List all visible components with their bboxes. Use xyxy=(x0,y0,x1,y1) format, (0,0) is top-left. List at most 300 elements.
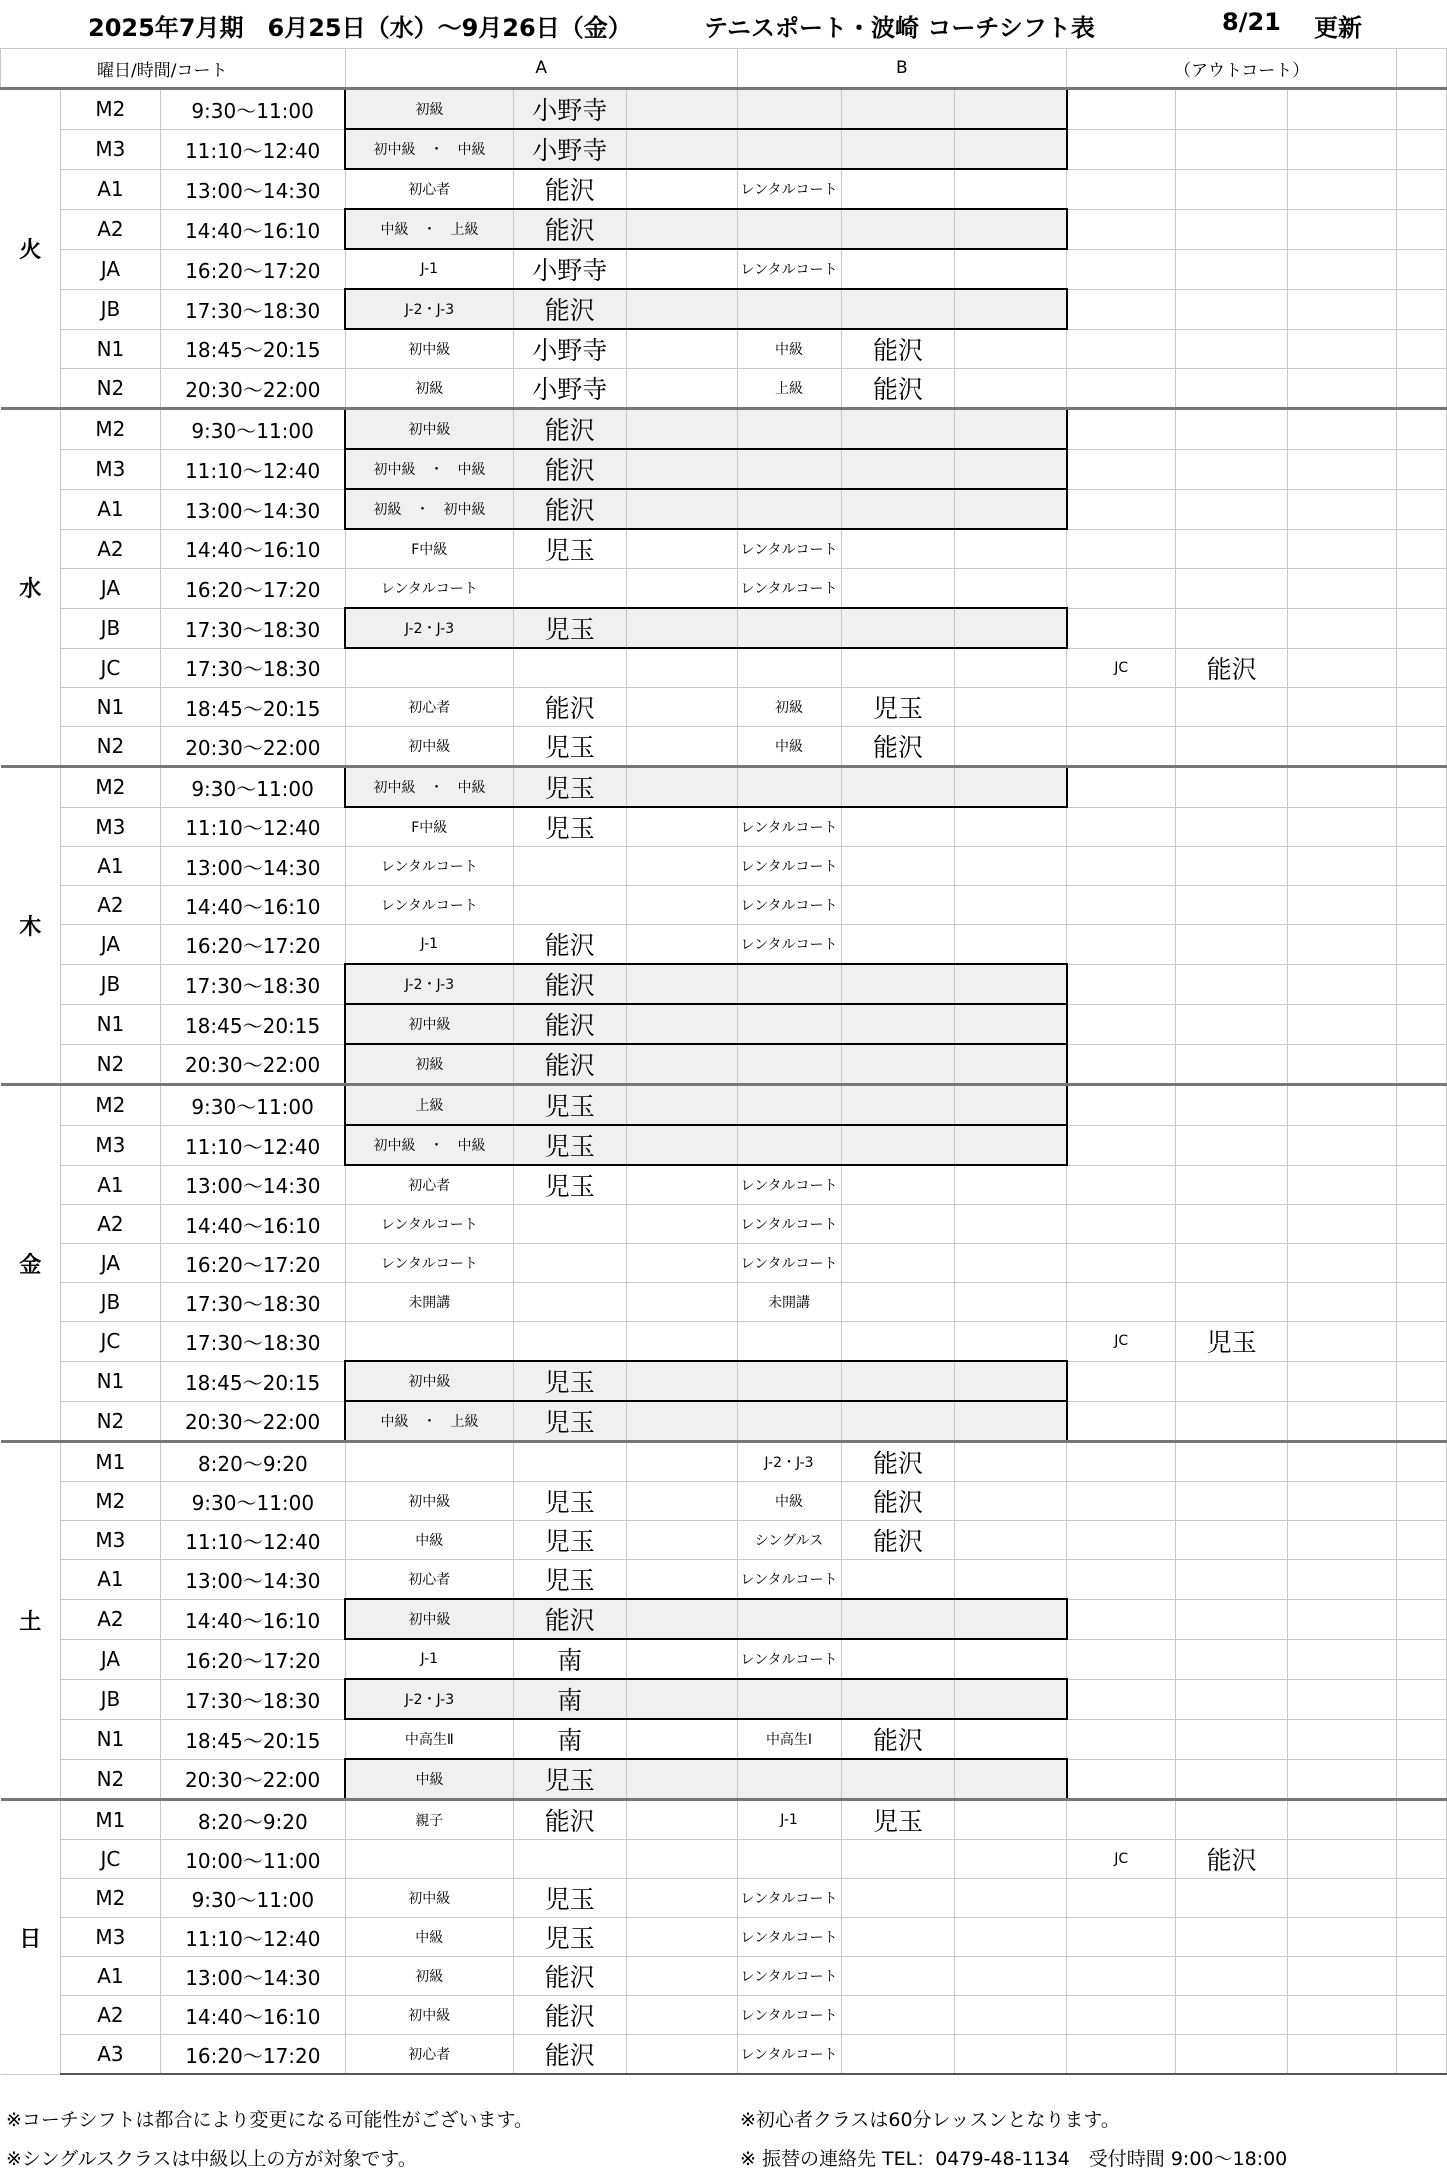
outcourt-spare xyxy=(1288,1004,1397,1044)
schedule-row xyxy=(1,209,1447,249)
court-a-class: 初級 xyxy=(345,1957,513,1996)
court-b-spare xyxy=(955,1205,1067,1244)
schedule-row xyxy=(1,1482,1447,1521)
court-a-coach: 児玉 xyxy=(513,1165,626,1205)
court-a-coach: 能沢 xyxy=(513,688,626,727)
note-singles: ※シングルスクラスは中級以上の方が対象です。 xyxy=(6,2148,417,2170)
court-b-class: レンタルコート xyxy=(737,1244,841,1283)
schedule-row xyxy=(1,1759,1447,1800)
outcourt-coach xyxy=(1176,529,1288,569)
lesson-code: JA xyxy=(60,1244,160,1283)
court-a-class: 中高生Ⅱ xyxy=(345,1719,513,1759)
lesson-time: 14:40～16:10 xyxy=(160,529,345,569)
center-title: テニスポート・波崎 コーチシフト表 xyxy=(704,14,1095,42)
lesson-code: M3 xyxy=(60,1125,160,1165)
court-a-class: J-1 xyxy=(345,1639,513,1679)
court-b-coach: 能沢 xyxy=(841,1482,955,1521)
court-b-spare xyxy=(955,209,1067,249)
column-header-row xyxy=(1,49,1447,89)
outcourt-coach xyxy=(1176,1205,1288,1244)
court-b-class: レンタルコート xyxy=(737,529,841,569)
court-b-spare xyxy=(955,1322,1067,1362)
column-header-label: 曜日/時間/コート xyxy=(1,49,346,89)
outcourt-coach xyxy=(1176,249,1288,289)
lesson-time: 13:00～14:30 xyxy=(160,169,345,209)
outcourt-coach xyxy=(1176,409,1288,450)
court-b-spare xyxy=(955,1401,1067,1442)
court-a-spare xyxy=(626,249,737,289)
outcourt-coach xyxy=(1176,2035,1288,2075)
outcourt-class xyxy=(1067,1521,1176,1560)
schedule-row xyxy=(1,1639,1447,1679)
court-b-coach: 能沢 xyxy=(841,1442,955,1482)
outcourt-spare xyxy=(1288,2035,1397,2075)
outcourt-spare xyxy=(1288,449,1397,489)
court-a-spare xyxy=(626,767,737,808)
outcourt-coach xyxy=(1176,1004,1288,1044)
court-a-coach xyxy=(513,886,626,925)
outcourt-coach xyxy=(1176,1679,1288,1719)
court-b-coach: 児玉 xyxy=(841,688,955,727)
schedule-row xyxy=(1,1521,1447,1560)
lesson-code: A1 xyxy=(60,1165,160,1205)
schedule-row xyxy=(1,289,1447,329)
court-b-class: レンタルコート xyxy=(737,1918,841,1957)
lesson-code: A2 xyxy=(60,1996,160,2035)
court-b-coach: 児玉 xyxy=(841,1800,955,1840)
schedule-row xyxy=(1,727,1447,767)
lesson-time: 18:45～20:15 xyxy=(160,1004,345,1044)
court-b-class: 初級 xyxy=(737,688,841,727)
outcourt-class xyxy=(1067,1244,1176,1283)
outcourt-coach xyxy=(1176,1599,1288,1639)
court-b-spare xyxy=(955,529,1067,569)
lesson-time: 9:30～11:00 xyxy=(160,409,345,450)
spare-column xyxy=(1396,1918,1446,1957)
lesson-time: 9:30～11:00 xyxy=(160,1085,345,1126)
court-b-spare xyxy=(955,2035,1067,2075)
court-b-spare xyxy=(955,329,1067,369)
court-b-coach xyxy=(841,1759,955,1800)
outcourt-coach xyxy=(1176,209,1288,249)
court-b-class xyxy=(737,1759,841,1800)
court-a-spare xyxy=(626,1996,737,2035)
outcourt-class xyxy=(1067,608,1176,648)
court-a-coach: 能沢 xyxy=(513,409,626,450)
court-b-class: 中級 xyxy=(737,727,841,767)
update-label: 更新 xyxy=(1314,14,1362,42)
schedule-row xyxy=(1,1840,1447,1879)
court-a-class: 初中級 xyxy=(345,1879,513,1918)
lesson-time: 18:45～20:15 xyxy=(160,1361,345,1401)
lesson-code: JB xyxy=(60,1679,160,1719)
court-a-class: レンタルコート xyxy=(345,886,513,925)
schedule-row xyxy=(1,1085,1447,1126)
court-b-spare xyxy=(955,1599,1067,1639)
court-a-class: 初心者 xyxy=(345,169,513,209)
court-b-coach xyxy=(841,449,955,489)
court-b-coach xyxy=(841,1957,955,1996)
court-a-spare xyxy=(626,369,737,409)
outcourt-coach xyxy=(1176,329,1288,369)
spare-column xyxy=(1396,1840,1446,1879)
spare-column xyxy=(1396,1759,1446,1800)
court-b-class xyxy=(737,1044,841,1085)
outcourt-class: JC xyxy=(1067,1322,1176,1362)
outcourt-class xyxy=(1067,1560,1176,1600)
outcourt-coach xyxy=(1176,1283,1288,1322)
court-b-coach xyxy=(841,289,955,329)
schedule-row xyxy=(1,1125,1447,1165)
lesson-code: N1 xyxy=(60,1719,160,1759)
schedule-row xyxy=(1,249,1447,289)
court-b-coach xyxy=(841,1599,955,1639)
outcourt-class xyxy=(1067,289,1176,329)
column-header-outcourt: （アウトコート） xyxy=(1067,49,1397,89)
court-a-spare xyxy=(626,886,737,925)
court-b-spare xyxy=(955,688,1067,727)
lesson-code: A1 xyxy=(60,489,160,529)
outcourt-coach xyxy=(1176,1719,1288,1759)
court-a-coach: 児玉 xyxy=(513,727,626,767)
court-a-class: 初中級 xyxy=(345,1599,513,1639)
lesson-time: 18:45～20:15 xyxy=(160,1719,345,1759)
lesson-time: 14:40～16:10 xyxy=(160,209,345,249)
court-b-spare xyxy=(955,1879,1067,1918)
schedule-row xyxy=(1,964,1447,1004)
outcourt-coach xyxy=(1176,289,1288,329)
lesson-time: 14:40～16:10 xyxy=(160,886,345,925)
lesson-code: M3 xyxy=(60,1521,160,1560)
court-a-coach: 小野寺 xyxy=(513,129,626,169)
court-b-spare xyxy=(955,964,1067,1004)
outcourt-class xyxy=(1067,449,1176,489)
lesson-time: 20:30～22:00 xyxy=(160,1759,345,1800)
court-a-spare xyxy=(626,1719,737,1759)
schedule-row xyxy=(1,1283,1447,1322)
court-a-coach: 小野寺 xyxy=(513,89,626,130)
court-b-class: J-2・J-3 xyxy=(737,1442,841,1482)
court-a-spare xyxy=(626,1521,737,1560)
court-b-class xyxy=(737,489,841,529)
court-a-spare xyxy=(626,449,737,489)
lesson-code: A3 xyxy=(60,2035,160,2075)
lesson-code: N2 xyxy=(60,1759,160,1800)
court-a-class: 初級 xyxy=(345,369,513,409)
court-b-spare xyxy=(955,847,1067,886)
outcourt-spare xyxy=(1288,1244,1397,1283)
spare-column xyxy=(1396,1879,1446,1918)
outcourt-coach: 能沢 xyxy=(1176,648,1288,688)
court-a-spare xyxy=(626,847,737,886)
court-a-class: 未開講 xyxy=(345,1283,513,1322)
court-a-coach: 能沢 xyxy=(513,1044,626,1085)
court-b-coach xyxy=(841,886,955,925)
court-b-class xyxy=(737,129,841,169)
court-b-coach xyxy=(841,767,955,808)
court-a-coach xyxy=(513,1322,626,1362)
court-a-coach: 小野寺 xyxy=(513,249,626,289)
court-b-spare xyxy=(955,1639,1067,1679)
lesson-code: JB xyxy=(60,289,160,329)
court-b-coach xyxy=(841,129,955,169)
outcourt-coach xyxy=(1176,1759,1288,1800)
spare-column xyxy=(1396,1165,1446,1205)
lesson-code: A1 xyxy=(60,1957,160,1996)
outcourt-class xyxy=(1067,2035,1176,2075)
court-a-spare xyxy=(626,807,737,847)
court-b-spare xyxy=(955,1560,1067,1600)
court-b-coach xyxy=(841,209,955,249)
lesson-code: A2 xyxy=(60,209,160,249)
schedule-row xyxy=(1,1244,1447,1283)
lesson-time: 20:30～22:00 xyxy=(160,1401,345,1442)
lesson-time: 11:10～12:40 xyxy=(160,449,345,489)
court-a-coach: 能沢 xyxy=(513,1004,626,1044)
outcourt-class xyxy=(1067,1679,1176,1719)
outcourt-class xyxy=(1067,1044,1176,1085)
court-a-coach: 児玉 xyxy=(513,1482,626,1521)
outcourt-coach xyxy=(1176,169,1288,209)
court-a-class: 上級 xyxy=(345,1085,513,1126)
column-header-a: A xyxy=(345,49,737,89)
court-a-spare xyxy=(626,1322,737,1362)
court-b-coach xyxy=(841,409,955,450)
outcourt-coach xyxy=(1176,569,1288,609)
outcourt-coach xyxy=(1176,1560,1288,1600)
court-b-class xyxy=(737,648,841,688)
court-a-class: 中級 xyxy=(345,1521,513,1560)
outcourt-coach xyxy=(1176,1361,1288,1401)
court-b-coach xyxy=(841,1401,955,1442)
court-b-class xyxy=(737,209,841,249)
outcourt-spare xyxy=(1288,964,1397,1004)
lesson-time: 11:10～12:40 xyxy=(160,1918,345,1957)
lesson-time: 17:30～18:30 xyxy=(160,1679,345,1719)
outcourt-spare xyxy=(1288,1840,1397,1879)
lesson-time: 9:30～11:00 xyxy=(160,767,345,808)
outcourt-coach xyxy=(1176,807,1288,847)
spare-column xyxy=(1396,529,1446,569)
lesson-time: 16:20～17:20 xyxy=(160,1244,345,1283)
spare-column xyxy=(1396,964,1446,1004)
schedule-row xyxy=(1,369,1447,409)
outcourt-spare xyxy=(1288,289,1397,329)
court-a-spare xyxy=(626,289,737,329)
court-a-spare xyxy=(626,1125,737,1165)
court-b-class: レンタルコート xyxy=(737,1879,841,1918)
court-b-spare xyxy=(955,1085,1067,1126)
court-b-class xyxy=(737,1401,841,1442)
court-a-class: 初中級 xyxy=(345,1996,513,2035)
outcourt-class xyxy=(1067,1442,1176,1482)
court-a-coach xyxy=(513,1442,626,1482)
outcourt-class xyxy=(1067,1401,1176,1442)
schedule-row xyxy=(1,847,1447,886)
outcourt-coach xyxy=(1176,129,1288,169)
court-b-class xyxy=(737,289,841,329)
court-b-spare xyxy=(955,1442,1067,1482)
lesson-code: JA xyxy=(60,1639,160,1679)
spare-column xyxy=(1396,1361,1446,1401)
outcourt-coach xyxy=(1176,847,1288,886)
court-a-spare xyxy=(626,1165,737,1205)
court-a-spare xyxy=(626,608,737,648)
court-b-class xyxy=(737,89,841,130)
outcourt-class xyxy=(1067,1599,1176,1639)
outcourt-class xyxy=(1067,886,1176,925)
outcourt-spare xyxy=(1288,847,1397,886)
outcourt-coach xyxy=(1176,1085,1288,1126)
schedule-row xyxy=(1,1599,1447,1639)
outcourt-spare xyxy=(1288,1401,1397,1442)
footer-notes xyxy=(0,2097,1447,2170)
court-a-class: J-2・J-3 xyxy=(345,1679,513,1719)
court-a-class: 初心者 xyxy=(345,1560,513,1600)
lesson-time: 17:30～18:30 xyxy=(160,648,345,688)
lesson-code: A1 xyxy=(60,1560,160,1600)
spare-column xyxy=(1396,1322,1446,1362)
court-a-class: 初中級 xyxy=(345,329,513,369)
court-a-class: J-2・J-3 xyxy=(345,964,513,1004)
court-a-class: 初級 ・ 初中級 xyxy=(345,489,513,529)
note-beginner: ※初心者クラスは60分レッスンとなります。 xyxy=(740,2109,1120,2131)
outcourt-spare xyxy=(1288,489,1397,529)
court-a-coach: 能沢 xyxy=(513,925,626,965)
court-b-spare xyxy=(955,1361,1067,1401)
court-a-class: 初中級 ・ 中級 xyxy=(345,129,513,169)
lesson-time: 11:10～12:40 xyxy=(160,1125,345,1165)
court-a-class: F中級 xyxy=(345,529,513,569)
outcourt-spare xyxy=(1288,569,1397,609)
outcourt-class xyxy=(1067,89,1176,130)
outcourt-coach xyxy=(1176,767,1288,808)
spare-column xyxy=(1396,1244,1446,1283)
court-a-class: 初中級 xyxy=(345,409,513,450)
court-b-class: レンタルコート xyxy=(737,249,841,289)
court-b-class: 未開講 xyxy=(737,1283,841,1322)
outcourt-coach xyxy=(1176,369,1288,409)
spare-column xyxy=(1396,847,1446,886)
outcourt-spare xyxy=(1288,1800,1397,1840)
spare-column xyxy=(1396,727,1446,767)
court-b-class: レンタルコート xyxy=(737,1957,841,1996)
court-b-coach: 能沢 xyxy=(841,329,955,369)
court-b-class: レンタルコート xyxy=(737,569,841,609)
court-a-coach xyxy=(513,569,626,609)
court-b-spare xyxy=(955,807,1067,847)
outcourt-class xyxy=(1067,1085,1176,1126)
schedule-row xyxy=(1,1800,1447,1840)
court-a-coach: 児玉 xyxy=(513,1361,626,1401)
lesson-code: JB xyxy=(60,608,160,648)
court-a-spare xyxy=(626,569,737,609)
court-a-spare xyxy=(626,1879,737,1918)
spare-column xyxy=(1396,1639,1446,1679)
court-b-spare xyxy=(955,129,1067,169)
court-b-spare xyxy=(955,1125,1067,1165)
lesson-code: M2 xyxy=(60,767,160,808)
lesson-time: 20:30～22:00 xyxy=(160,727,345,767)
court-a-class: 初中級 ・ 中級 xyxy=(345,1125,513,1165)
outcourt-class xyxy=(1067,209,1176,249)
outcourt-spare xyxy=(1288,1322,1397,1362)
lesson-code: JB xyxy=(60,964,160,1004)
court-a-spare xyxy=(626,1442,737,1482)
court-b-coach xyxy=(841,2035,955,2075)
court-b-class: レンタルコート xyxy=(737,169,841,209)
outcourt-spare xyxy=(1288,529,1397,569)
lesson-time: 16:20～17:20 xyxy=(160,2035,345,2075)
court-b-class xyxy=(737,1004,841,1044)
lesson-time: 9:30～11:00 xyxy=(160,89,345,130)
court-b-spare xyxy=(955,1719,1067,1759)
court-a-coach xyxy=(513,1244,626,1283)
court-b-class: レンタルコート xyxy=(737,1165,841,1205)
court-b-coach xyxy=(841,249,955,289)
court-a-spare xyxy=(626,1244,737,1283)
outcourt-spare xyxy=(1288,1560,1397,1600)
court-a-coach: 南 xyxy=(513,1719,626,1759)
lesson-time: 13:00～14:30 xyxy=(160,847,345,886)
court-b-class xyxy=(737,608,841,648)
column-header-b: B xyxy=(737,49,1067,89)
schedule-row xyxy=(1,608,1447,648)
court-b-spare xyxy=(955,1244,1067,1283)
outcourt-coach xyxy=(1176,1401,1288,1442)
court-b-class: レンタルコート xyxy=(737,2035,841,2075)
court-b-class: 中級 xyxy=(737,329,841,369)
court-a-class: 初心者 xyxy=(345,1165,513,1205)
court-b-class xyxy=(737,1085,841,1126)
court-a-spare xyxy=(626,688,737,727)
schedule-row xyxy=(1,1996,1447,2035)
spare-column xyxy=(1396,1800,1446,1840)
spare-column xyxy=(1396,886,1446,925)
outcourt-class xyxy=(1067,1482,1176,1521)
schedule-row xyxy=(1,1044,1447,1085)
spare-column xyxy=(1396,1283,1446,1322)
court-b-spare xyxy=(955,648,1067,688)
court-b-coach xyxy=(841,648,955,688)
outcourt-spare xyxy=(1288,688,1397,727)
court-b-spare xyxy=(955,449,1067,489)
court-b-coach xyxy=(841,89,955,130)
outcourt-class xyxy=(1067,1125,1176,1165)
spare-column xyxy=(1396,169,1446,209)
note-shift-change: ※コーチシフトは都合により変更になる可能性がございます。 xyxy=(6,2109,534,2131)
lesson-code: JA xyxy=(60,925,160,965)
day-label: 火 xyxy=(1,89,61,409)
court-b-spare xyxy=(955,1521,1067,1560)
outcourt-coach xyxy=(1176,1244,1288,1283)
lesson-code: N1 xyxy=(60,1004,160,1044)
spare-column xyxy=(1396,1719,1446,1759)
court-a-spare xyxy=(626,1004,737,1044)
court-b-spare xyxy=(955,1918,1067,1957)
outcourt-class xyxy=(1067,727,1176,767)
court-b-coach xyxy=(841,1244,955,1283)
court-b-spare xyxy=(955,1283,1067,1322)
court-a-class: 親子 xyxy=(345,1800,513,1840)
outcourt-spare xyxy=(1288,1361,1397,1401)
outcourt-spare xyxy=(1288,1679,1397,1719)
court-b-spare xyxy=(955,1044,1067,1085)
court-b-coach xyxy=(841,1125,955,1165)
schedule-row xyxy=(1,1719,1447,1759)
schedule-row xyxy=(1,688,1447,727)
court-a-coach: 児玉 xyxy=(513,1879,626,1918)
